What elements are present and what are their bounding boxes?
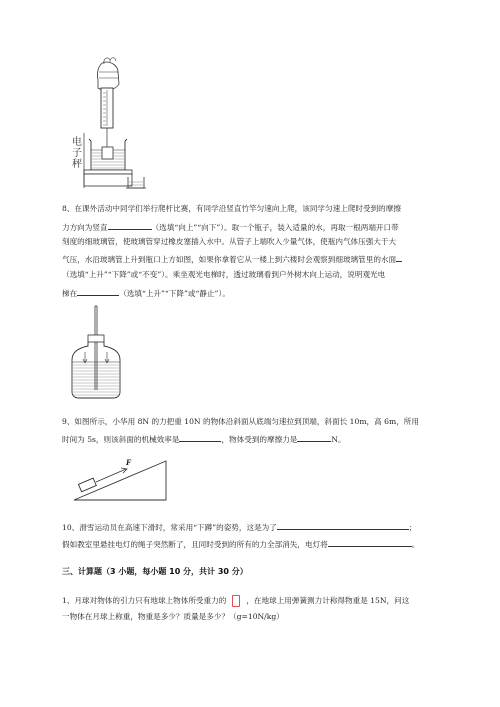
q9-line-1: 9、如图所示，小华用 8N 的力把重 10N 的物体沿斜面从底端匀速拉到顶端，斜面长 10m，高 6m，所用 — [62, 417, 419, 426]
calc1-text: ，在地球上用弹簧测力计称得物重是 15N，问这 — [246, 596, 410, 605]
scale-label-char: 秤 — [72, 159, 82, 170]
q9-text: N。 — [331, 435, 346, 444]
q8-text: 力方向为竖直 — [62, 223, 108, 232]
q10-line-2 — [62, 538, 419, 550]
section-title: 三、计算题（3 小题，每小题 10 分，共计 30 分） — [62, 567, 248, 576]
q10-text: 。 — [411, 540, 420, 549]
force-label: F — [126, 458, 131, 467]
q8-line-3: 刻度的细玻璃管，使玻璃管穿过橡皮塞插入水中。从管子上端吹入少量气体，使瓶内气体压强大于大 — [62, 237, 397, 246]
q10-text: 假如教室里悬挂电灯的绳子突然断了，且同时受到的所有的力全部消失，电灯将 — [62, 540, 328, 549]
q10-text: 10、滑雪运动员在高速下滑时，常采用“下蹲”的姿势，这是为了 — [62, 523, 277, 532]
q8-text: （选填“向上”“向下”）。取一个瓶子，装入适量的水，再取一根两端开口带 — [151, 223, 399, 232]
scale-label-char: 电 — [72, 137, 82, 148]
q9-text: 时间为 5s，则该斜面的机械效率是 — [62, 435, 180, 444]
q10-answer-blank-1[interactable] — [277, 521, 409, 530]
q8-text: （选填“上升”“下降”或“静止”）。 — [119, 289, 230, 298]
q8-text: 梯在 — [62, 289, 78, 298]
q10-text: ； — [408, 523, 417, 532]
calc1-text: 1、月球对物体的引力只有地球上物体所受重力的 — [62, 596, 227, 605]
calc1-line-2: 一物体在月球上称重，物重是多少？质量是多少？（g=10N/kg） — [62, 612, 284, 621]
q10-answer-blank-2[interactable] — [328, 538, 412, 547]
q10-line-1 — [62, 521, 416, 533]
calc1-line-1 — [62, 595, 409, 607]
q9-text: ，物体受到的摩擦力是 — [221, 435, 298, 444]
q8-line-5: （选填“上升”“下降”或“不变”）。乘坐观光电梯时，透过玻璃看到户外树木向上运动，说明观光电 — [62, 270, 386, 279]
block-on-incline — [78, 478, 96, 492]
fraction-image-placeholder — [232, 595, 240, 607]
q8-line-1: 8、在课外活动中同学们举行爬杆比赛，有同学沿竖直竹竿匀速向上爬，该同学匀速上爬时受到的摩擦 — [62, 204, 401, 213]
q8-text: 气压，水沿玻璃管上升到瓶口上方如图，如果你拿着它从一楼上到六楼时会观察到细玻璃管里的水面 — [62, 255, 397, 264]
scale-label-char: 子 — [72, 148, 82, 159]
